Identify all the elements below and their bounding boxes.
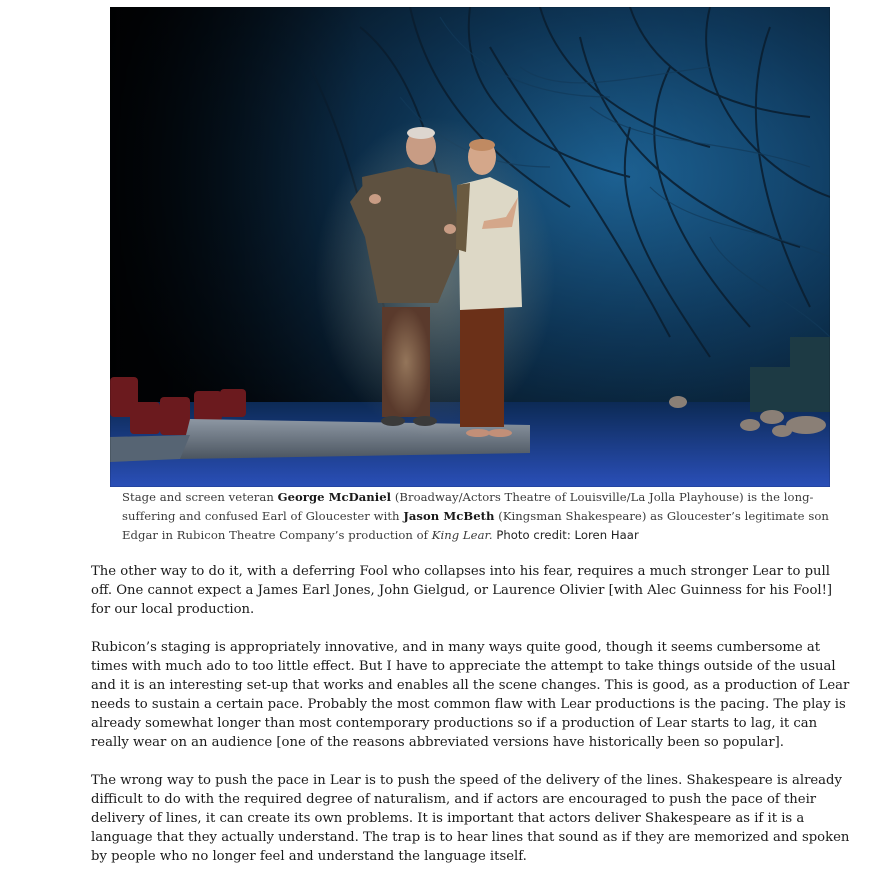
article-paragraph-2: Rubicon’s staging is appropriately innovative, and in many ways quite good, though it seems cumbersome at times with much ado to too little effect. But I have to appreciate the attempt to take things outside of the usual and it is an interesting set-up that works and enables all the scene changes. This is good, as a production of Lear needs to sustain a certain pace. Probably the most common flaw with Lear productions is the pacing. The play is already somewhat longer than most contemporary productions so if a production of Lear starts to lag, it can really wear on an audience [one of the reasons abbreviated versions have historically been so popular]. bbox=[91, 640, 850, 750]
production-photo bbox=[110, 7, 830, 487]
caption-play-title: King Lear. bbox=[431, 528, 493, 542]
article-body bbox=[91, 562, 851, 885]
caption-actor-1: George McDaniel bbox=[277, 490, 392, 504]
article-paragraph-1: The other way to do it, with a deferring Fool who collapses into his fear, requires a much stronger Lear to pull off. One cannot expect a James Earl Jones, John Gielgud, or Laurence Olivier [with Alec Guinness for his Fool!] for our local production. bbox=[91, 564, 833, 617]
caption-actor-2: Jason McBeth bbox=[403, 509, 495, 523]
caption-text-2: (Broadway/Actors Theatre of Louisville/La Jolla Playhouse) is the long-suffering and confused Earl of Gloucester with bbox=[122, 490, 814, 523]
caption-text-3: (Kingsman Shakespeare) as Gloucester’s legitimate son Edgar in Rubicon Theatre Company’s production of bbox=[122, 509, 829, 542]
article-paragraph-3: The wrong way to push the pace in Lear is to push the speed of the delivery of the lines. Shakespeare is already difficult to do with the required degree of naturalism, and if actors are encouraged to push the pace of their delivery of lines, it can create its own problems. It is important that actors deliver Shakespeare as if it is a language that they actually understand. The trap is to hear lines that sound as if they are memorized and spoken by people who no longer feel and understand the language itself. bbox=[91, 773, 850, 864]
caption-text-1: Stage and screen veteran bbox=[122, 490, 278, 504]
caption-photo-credit: Photo credit: Loren Haar bbox=[492, 528, 639, 542]
stage-photo-illustration bbox=[110, 7, 830, 487]
photo-caption bbox=[122, 488, 847, 545]
